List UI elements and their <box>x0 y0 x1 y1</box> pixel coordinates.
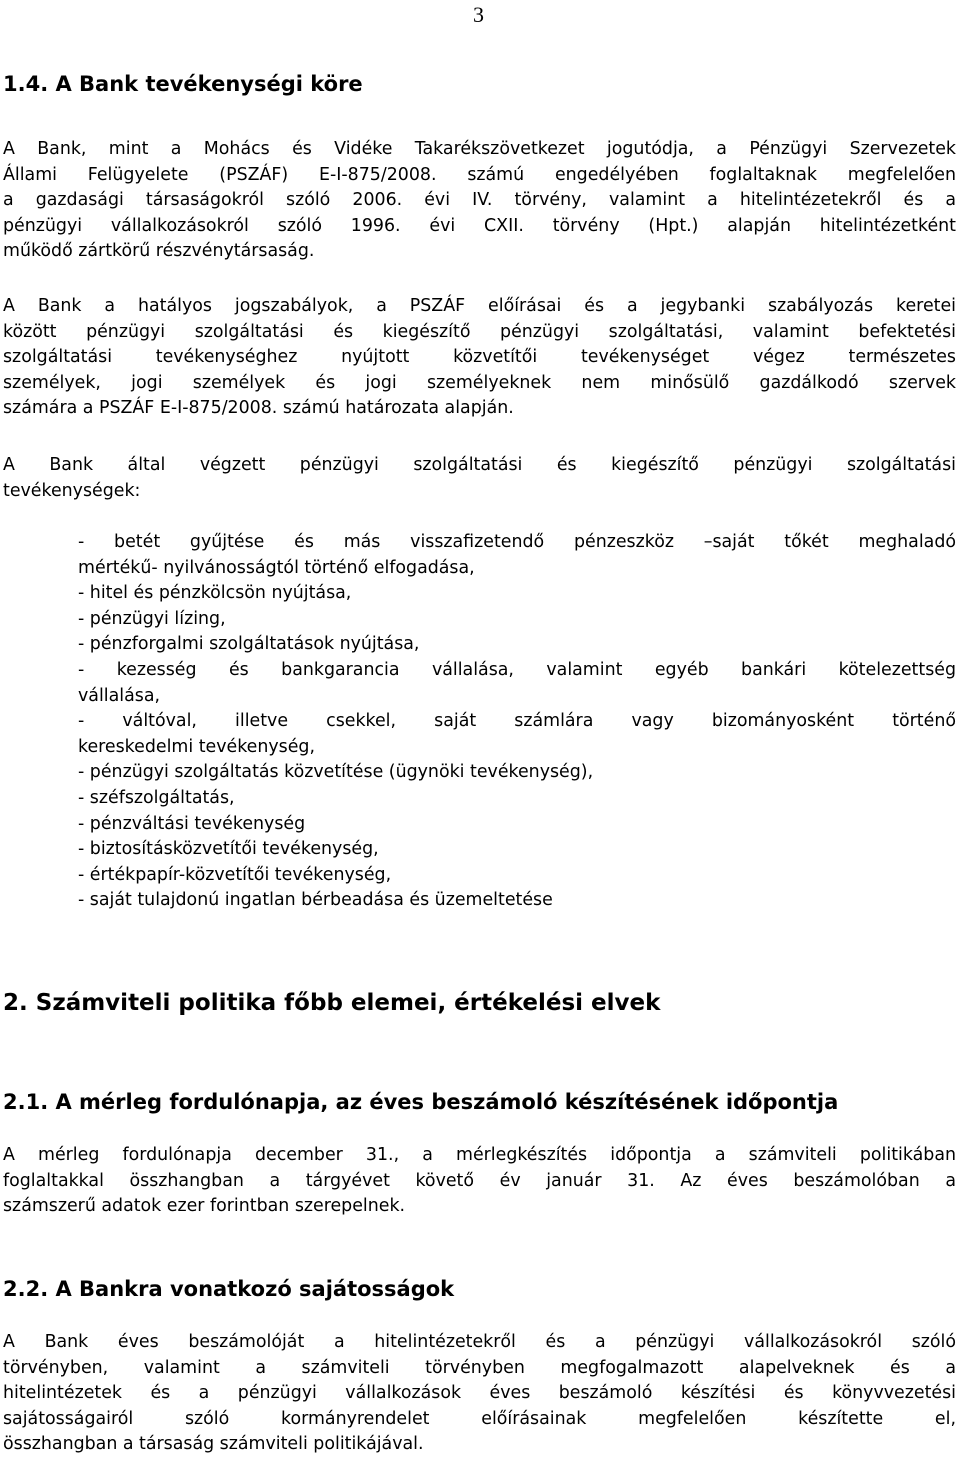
page-number: 3 <box>473 2 484 27</box>
text-line: törvényben, valamint a számviteli törvényben megfogalmazott alapelveknek és a <box>3 1357 956 1378</box>
text-line: számszerű adatok ezer forintban szerepelnek. <box>3 1196 406 1217</box>
text-line: működő zártkörű részvénytársaság. <box>3 241 315 262</box>
text-line: Állami Felügyelete (PSZÁF) E-I-875/2008. számú engedélyében foglaltaknak megfelelően <box>3 164 956 185</box>
text-line: sajátosságairól szóló kormányrendelet előírásainak megfelelően készítette el, <box>3 1408 956 1429</box>
list-item: - pénzforgalmi szolgáltatások nyújtása, <box>78 634 420 655</box>
activity-list <box>78 530 956 914</box>
list-item: - pénzváltási tevékenység <box>78 813 306 834</box>
text-line: tevékenységek: <box>3 480 141 501</box>
section-1-4-paragraph-2 <box>3 294 956 422</box>
section-1-4-paragraph-1 <box>3 137 956 265</box>
text-line: A Bank, mint a Mohács és Vidéke Takarékszövetkezet jogutódja, a Pénzügyi Szervezetek <box>3 139 956 159</box>
list-item: vállalása, <box>78 685 161 706</box>
section-2-heading: 2. Számviteli politika főbb elemei, értékelési elvek <box>3 990 661 1016</box>
list-item: - széfszolgáltatás, <box>78 787 235 808</box>
list-item: - pénzügyi szolgáltatás közvetítése (ügynöki tevékenység), <box>78 762 594 783</box>
text-line: A Bank éves beszámolóját a hitelintézetekről és a pénzügyi vállalkozásokról szóló <box>3 1332 956 1352</box>
text-line: között pénzügyi szolgáltatási és kiegészítő pénzügyi szolgáltatási, valamint befektetési <box>3 321 956 342</box>
text-line: a gazdasági társaságokról szóló 2006. évi IV. törvény, valamint a hitelintézetekről és a <box>3 190 956 211</box>
text-line: pénzügyi vállalkozásokról szóló 1996. évi CXII. törvény (Hpt.) alapján hitelintézetként <box>3 215 956 236</box>
text-line: szolgáltatási tevékenységhez nyújtott közvetítői tevékenységet végez természetes <box>3 347 956 368</box>
list-item: - betét gyűjtése és más visszafizetendő pénzeszköz –saját tőkét meghaladó <box>78 532 956 552</box>
section-1-4-heading: 1.4. A Bank tevékenységi köre <box>3 72 363 96</box>
text-line: A Bank a hatályos jogszabályok, a PSZÁF előírásai és a jegybanki szabályozás keretei <box>3 296 956 316</box>
text-line: számára a PSZÁF E-I-875/2008. számú határozata alapján. <box>3 398 514 419</box>
section-2-2-heading: 2.2. A Bankra vonatkozó sajátosságok <box>3 1277 455 1301</box>
text-line: foglaltakkal összhangban a tárgyévet követő év január 31. Az éves beszámolóban a <box>3 1170 956 1191</box>
list-item: - értékpapír-közvetítői tevékenység, <box>78 864 392 885</box>
list-item: mértékű- nyilvánosságtól történő elfogadása, <box>78 557 475 578</box>
section-1-4-paragraph-3 <box>3 453 956 504</box>
list-item: - hitel és pénzkölcsön nyújtása, <box>78 583 352 604</box>
text-line: hitelintézetek és a pénzügyi vállalkozások éves beszámoló készítési és könyvvezetési <box>3 1383 956 1404</box>
section-2-2-paragraph <box>3 1330 956 1458</box>
section-2-1-heading: 2.1. A mérleg fordulónapja, az éves beszámoló készítésének időpontja <box>3 1090 839 1114</box>
list-item: - biztosításközvetítői tevékenység, <box>78 839 379 860</box>
section-2-1-paragraph <box>3 1143 956 1220</box>
text-line: összhangban a társaság számviteli politikájával. <box>3 1434 424 1455</box>
list-item: - saját tulajdonú ingatlan bérbeadása és üzemeltetése <box>78 890 553 911</box>
text-line: A mérleg fordulónapja december 31., a mérlegkészítés időpontja a számviteli politikában <box>3 1145 956 1165</box>
list-item: - kezesség és bankgarancia vállalása, valamint egyéb bankári kötelezettség <box>78 659 956 680</box>
text-line: személyek, jogi személyek és jogi személyeknek nem minősülő gazdálkodó szervek <box>3 372 956 393</box>
list-item: kereskedelmi tevékenység, <box>78 736 315 757</box>
text-line: A Bank által végzett pénzügyi szolgáltatási és kiegészítő pénzügyi szolgáltatási <box>3 455 956 475</box>
list-item: - váltóval, illetve csekkel, saját számlára vagy bizományosként történő <box>78 711 956 732</box>
list-item: - pénzügyi lízing, <box>78 608 226 629</box>
